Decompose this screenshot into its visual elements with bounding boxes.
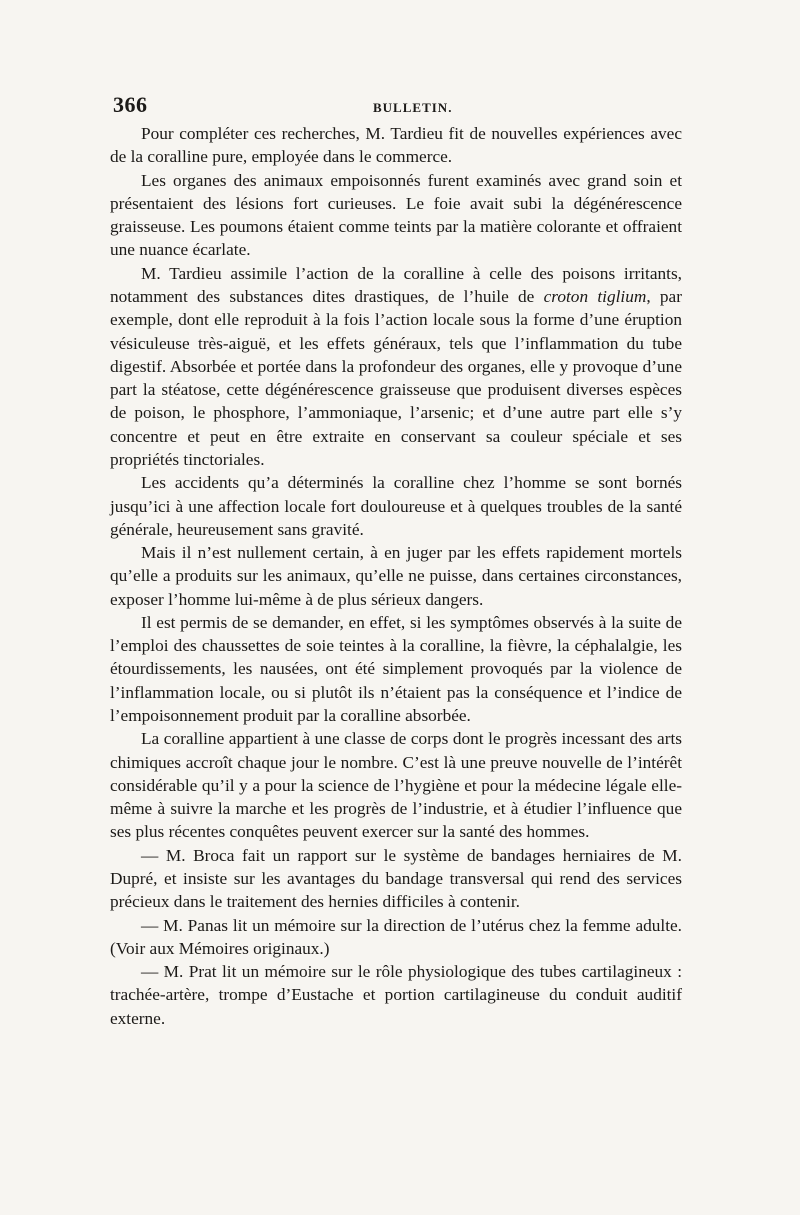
paragraph [110,960,682,1030]
page-header [110,92,682,122]
body-text [110,122,682,1030]
paragraph-text: Pour compléter ces recherches, M. Tardieu fit de nouvelles expériences avec de la coralline pure, employée dans le commerce. [110,124,682,167]
paragraph [110,169,682,262]
paragraph [110,844,682,914]
paragraph-text: M. Tardieu assimile l’action de la coralline à celle des poisons irritants, notamment des substances dites drastiques, de l’huile de [110,263,682,306]
paragraph [110,611,682,727]
document-page [110,92,682,1030]
paragraph-text: Les organes des animaux empoisonnés furent examinés avec grand soin et présentaient des lésions fort curieuses. Le foie avait subi la dégénérescence graisseuse. Les poumons étaient comme teints par la matière colorante et offraient une nuance écarlate. [110,170,682,260]
paragraph-text: — M. Prat lit un mémoire sur le rôle physiologique des tubes cartilagineux : trachée-artère, trompe d’Eustache et portion cartilagineuse du conduit auditif externe. [110,962,682,1028]
paragraph [110,541,682,611]
paragraph-text: — M. Broca fait un rapport sur le système de bandages herniaires de M. Dupré, et insiste sur les avantages du bandage transversal qui rend des services précieux dans le traitement des hernies difficiles à contenir. [110,845,682,912]
paragraph-text: Les accidents qu’a déterminés la coralline chez l’homme se sont bornés jusqu’ici à une affection locale fort douloureuse et à quelques troubles de la santé générale, heureusement sans gravité. [110,473,682,539]
paragraph-text: , par exemple, dont elle reproduit à la fois l’action locale sous la forme d’une éruption vésiculeuse très-aiguë, et les effets généraux, tels que l’inflammation du tube digestif. Absorbée et portée dans la profondeur des organes, elle y provoque d’une part la stéatose, cette dégénérescence graisseuse que produisent diverses espèces de poison, le phosphore, l’ammoniaque, l’arsenic; et d’une autre part elle s’y concentre et peut en être extraite en conservant sa couleur spéciale et ses propriétés tinctoriales. [110,286,682,469]
running-head: BULLETIN. [373,100,453,115]
paragraph [110,727,682,843]
page-number: 366 [113,92,148,117]
paragraph [110,122,682,169]
paragraph-text: Mais il n’est nullement certain, à en juger par les effets rapidement mortels qu’elle a produits sur les animaux, qu’elle ne puisse, dans certaines circonstances, exposer l’homme lui-même à de plus sérieux dangers. [110,543,682,609]
paragraph [110,471,682,541]
paragraph-text: — M. Panas lit un mémoire sur la direction de l’utérus chez la femme adulte. (Voir aux Mémoires originaux.) [110,915,682,958]
paragraph [110,914,682,961]
paragraph [110,262,682,472]
paragraph-text: Il est permis de se demander, en effet, si les symptômes observés à la suite de l’emploi des chaussettes de soie teintes à la coralline, la fièvre, la céphalalgie, les étourdissements, les nausées, ont été simplement provoqués par la violence de l’inflammation locale, ou si plutôt ils n’étaient pas la conséquence et l’indice de l’empoisonnement produit par la coralline absorbée. [110,612,682,726]
italic-text: croton tiglium [543,286,647,306]
paragraph-text: La coralline appartient à une classe de corps dont le progrès incessant des arts chimiques accroît chaque jour le nombre. C’est là une preuve nouvelle de l’intérêt considérable qu’il y a pour la science de l’hygiène et pour la médecine légale elle-même à suivre la marche et les progrès de l’industrie, et à étudier l’influence que ses plus récentes conquêtes peuvent exercer sur la santé des hommes. [110,729,682,842]
